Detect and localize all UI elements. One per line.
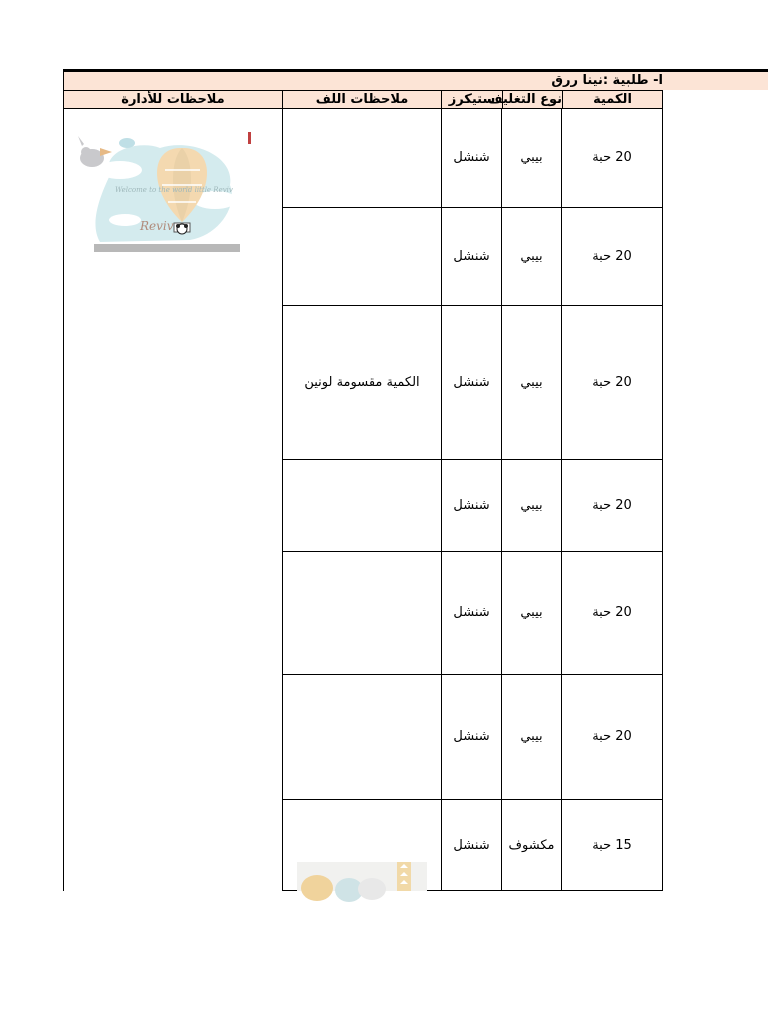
- row-3-wrap-notes: الكمية مقسومة لونين: [304, 374, 420, 390]
- row-4-cover: بيبي: [520, 497, 543, 513]
- row-3-stickers: شنشل: [453, 374, 490, 390]
- row-5-stickers: شنشل: [453, 605, 490, 620]
- row-6-wrap-notes: [283, 674, 441, 799]
- col-header-cover: نوع التغليف: [487, 92, 562, 107]
- row-4-wrap-notes: [283, 459, 441, 551]
- row-1-stickers: شنشل: [453, 150, 490, 165]
- row-1-wrap-notes: [283, 108, 441, 207]
- grid-line: [63, 109, 64, 891]
- sticker-image-clouds: [297, 862, 427, 891]
- row-7-cover: مكشوف: [508, 837, 555, 853]
- row-1-qty: 20 حبة: [592, 150, 632, 165]
- col-header-admin-notes: ملاحظات للأدارة: [63, 90, 282, 109]
- row-2-qty: 20 حبة: [592, 248, 632, 264]
- row-3-cover: بيبي: [520, 374, 543, 390]
- row-2-cover: بيبي: [520, 248, 543, 264]
- svg-text:Reviv: Reviv: [140, 219, 174, 233]
- row-7-qty: 15 حبة: [592, 837, 632, 853]
- row-4-stickers: شنشل: [453, 497, 490, 513]
- row-6-cover: بيبي: [520, 729, 543, 744]
- row-4-qty: 20 حبة: [592, 497, 632, 513]
- row-5-wrap-notes: [283, 551, 441, 674]
- row-1-cover: بيبي: [520, 150, 543, 165]
- col-header-wrap-notes: ملاحظات اللف: [282, 90, 441, 109]
- col-header-stickers: ستيكرز: [441, 90, 502, 109]
- row-5-qty: 20 حبة: [592, 605, 632, 620]
- row-2-stickers: شنشل: [453, 248, 490, 264]
- grid-line: [662, 109, 663, 891]
- order-title: ا- طلبية :نينا ررق: [551, 73, 663, 88]
- row-3-qty: 20 حبة: [592, 374, 632, 390]
- row-5-cover: بيبي: [520, 605, 543, 620]
- row-6-qty: 20 حبة: [592, 729, 632, 744]
- row-6-stickers: شنشل: [453, 729, 490, 744]
- sticker-image-balloon: [70, 130, 252, 256]
- col-header-qty: الكمية: [562, 90, 663, 109]
- sticker-script-text: Welcome to the world little Reviv: [115, 186, 233, 194]
- row-2-wrap-notes: [283, 207, 441, 305]
- row-7-stickers: شنشل: [453, 837, 490, 853]
